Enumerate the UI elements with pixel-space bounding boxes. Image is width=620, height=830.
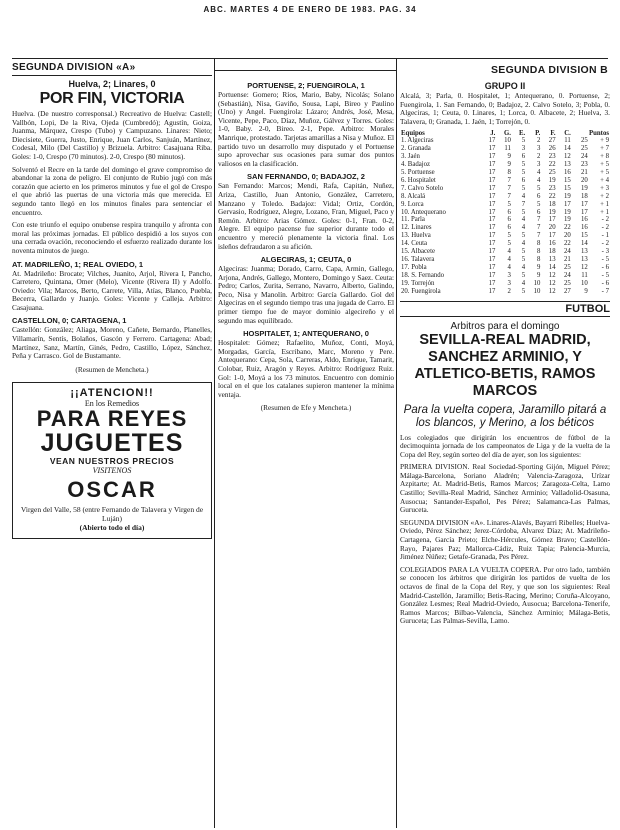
- stat-cell: 17: [488, 184, 496, 192]
- article-headline: POR FIN, VICTORIA: [39, 90, 185, 107]
- ad-hours: (Abierto todo el día): [79, 522, 145, 532]
- stat-cell: 19: [548, 208, 556, 216]
- standings-row: [400, 161, 610, 169]
- stat-cell: 12: [580, 263, 588, 271]
- standings-row: [400, 240, 610, 248]
- stat-cell: 9: [536, 271, 541, 279]
- toy-store-ad: [12, 382, 212, 539]
- stat-cell: - 2: [601, 224, 609, 232]
- team-name: 9. Lorca: [401, 200, 424, 208]
- standings-header: [400, 130, 610, 137]
- stat-cell: + 1: [600, 208, 609, 216]
- standings-body: [400, 137, 610, 295]
- stat-cell: 18: [548, 200, 556, 208]
- stat-cell: 10: [504, 137, 511, 145]
- team-name: 19. Torrejón: [401, 279, 435, 287]
- stat-cell: + 3: [600, 184, 609, 192]
- stat-cell: 17: [488, 240, 496, 248]
- article-paragraph: Solventó el Recre en la tarde del domingo el grave compromiso de abandonar la zona de peligro. El conjunto de Rubio jugó con más corazón que acierto en los primeros minutos y fue el gol de Crespo el que abrió las puertas de una victoria más que merecida. El segundo tanto llegó en los minutos finales para sentenciar el encuentro.: [12, 164, 212, 217]
- standings-table: [400, 130, 610, 295]
- stat-cell: 5: [507, 200, 511, 208]
- stat-cell: + 9: [600, 137, 609, 145]
- stat-cell: 17: [488, 192, 496, 200]
- stat-cell: 25: [580, 145, 588, 153]
- stat-cell: - 2: [601, 216, 609, 224]
- stat-cell: 16: [564, 169, 571, 176]
- stat-cell: 4: [521, 216, 526, 224]
- page-masthead: ABC. MARTES 4 DE ENERO DE 1983. PAG. 34: [203, 5, 417, 14]
- standings-row: [400, 256, 610, 264]
- group-title: GRUPO II: [484, 81, 526, 91]
- stat-cell: + 5: [600, 169, 609, 176]
- standings-row: [400, 153, 610, 161]
- stat-cell: 17: [488, 248, 496, 256]
- standings-row: [400, 248, 610, 256]
- stat-cell: - 2: [601, 240, 609, 248]
- ad-address: Virgen del Valle, 58 (entre Fernando de Talavera y Virgen de Luján): [20, 504, 204, 523]
- stat-cell: 7: [536, 232, 541, 240]
- stat-cell: 4: [507, 263, 511, 271]
- match-score: SAN FERNANDO, 0; BADAJOZ, 2: [247, 172, 365, 182]
- group-results: Alcalá, 3; Parla, 0. Hospitalet, 1; Antequerano, 0. Portuense, 2; Fuengirola, 1. San Fernando, 0; Badajoz, 2. Calvo Sotelo, 3; Pobla, 0. Algeciras, 1; Ceuta, 0. Linares, 1; Lorca, 0. Albacete, 2; Huelva, 3. Talavera, 0; Granada, 1. Jaén, 1; Torrejón, 0.: [400, 91, 610, 126]
- stat-cell: 25: [580, 137, 588, 145]
- stat-cell: 5: [521, 255, 526, 263]
- standings-row: [400, 280, 610, 288]
- stat-cell: 25: [564, 279, 571, 287]
- header-cell: Equipos: [401, 130, 425, 138]
- header-cell: P.: [535, 130, 541, 138]
- standings-row: [400, 209, 610, 217]
- column-divider-left: [214, 58, 215, 828]
- stat-cell: 5: [521, 232, 526, 240]
- stat-cell: 2: [507, 287, 511, 295]
- stat-cell: 6: [507, 208, 511, 216]
- standings-row: [400, 145, 610, 153]
- stat-cell: 2: [536, 153, 541, 161]
- middle-top-rule: [215, 70, 396, 71]
- stat-cell: 17: [548, 216, 556, 224]
- standings-row: [400, 264, 610, 272]
- stat-cell: 4: [536, 169, 541, 176]
- stat-cell: 6: [536, 192, 541, 200]
- left-section-title: SEGUNDA DIVISION «A»: [12, 60, 212, 76]
- team-name: 16. Talavera: [401, 255, 435, 263]
- stat-cell: 3: [536, 161, 541, 169]
- stat-cell: 18: [580, 192, 588, 200]
- standings-row: [400, 169, 610, 177]
- stat-cell: 27: [564, 287, 571, 295]
- match-report: Hospitalet: Gómez; Rafaelito, Muñoz, Conti, Moyá, Morgadas, García, Escribano, Marc, Moreno y Pere. Antequerano: Cepa, Sola, Carreras, Aldo, Enrique, Tamarit, Colobar, Ruiz, Aragón y Reyes. Arbitro: Rodríguez Ruiz. Gol: 1-0, Moyá a los 73 minutos. Encuentro con dominio local en el que los catalanes supieron mantener la mínima ventaja.: [218, 338, 394, 399]
- match-report: Castellón: González; Aliaga, Moreno, Cañete, Bernardo, Planelles, Villamarín, Sentís, Bolaños, Gascón y Ferrero. Cartagena: Abad; Martínez, Sanz, Martín, Ginés, Pedro, Castillo, López, Sánchez, Peña y Carrasco. Gol de Bustamante.: [12, 325, 212, 361]
- futbol-paragraph: COLEGIADOS PARA LA VUELTA COPERA. Por otro lado, también se conocen los árbitros que dirigirán los partidos de vuelta de los octavos de final de la Copa del Rey, y que son los siguientes: Real Madrid-Castellón, Jaramillo; Betis-Racing, Merino; Coruña-Alcoyano, González Lesmes; Real Madrid-Oviedo, Ausocua; Barcelona-Tenerife, Ramos Marcos; Bilbao-Valencia, Sánchez Arminio; Málaga-Betis, Guruceta; Las Palmas-Sevilla, Lamo.: [400, 564, 610, 626]
- stat-cell: 17: [488, 208, 496, 216]
- stat-cell: 17: [488, 137, 496, 145]
- team-name: 10. Antequerano: [401, 208, 446, 216]
- stat-cell: 17: [488, 263, 496, 271]
- stat-cell: 17: [488, 161, 496, 169]
- stat-cell: 5: [521, 184, 526, 192]
- stat-cell: 24: [564, 248, 571, 256]
- stat-cell: 12: [548, 279, 556, 287]
- article-paragraph: Huelva. (De nuestro corresponsal.) Recreativo de Huelva: Castell; Vallbón, Lopi, De la Riva, Ojeda (Cumbredó); Agustín, Goiza, Juanma, Márquez, Crespo (Tubo) y Campuzano. Linares: Nieto; Diecisiete, Guerra, Justo, Enrique, Juan Carlos, Sanjuán, Martínez, Codesal, Milo (Del Castillo) y Brizuela. Arbitro: Casajuana Riba. Goles: 1-0, Crespo (70 minutos). 2-0, Crespo (80 minutos).: [12, 109, 212, 161]
- stat-cell: 15: [564, 176, 571, 184]
- standings-row: [400, 232, 610, 240]
- stat-cell: + 7: [600, 145, 609, 153]
- team-name: 5. Portuense: [401, 169, 435, 176]
- stat-cell: 19: [564, 192, 571, 200]
- stat-cell: 6: [507, 216, 511, 224]
- stat-cell: 11: [504, 145, 511, 153]
- stat-cell: 25: [564, 263, 571, 271]
- stat-cell: 5: [521, 169, 526, 176]
- futbol-intro: Los colegiados que dirigirán los encuentros de fútbol de la decimoquinta jornada de los campeonatos de Liga y de la vuelta de la Copa del Rey, según sorteo del día de ayer, son los siguientes:: [400, 432, 610, 459]
- standings-row: [400, 288, 610, 296]
- stat-cell: 4: [521, 263, 526, 271]
- match-score: HOSPITALET, 1; ANTEQUERANO, 0: [243, 329, 369, 339]
- stat-cell: 5: [521, 271, 526, 279]
- stat-cell: 13: [580, 255, 588, 263]
- stat-cell: 4: [536, 176, 541, 184]
- stat-cell: 20: [548, 224, 556, 232]
- stat-cell: 6: [521, 176, 526, 184]
- team-name: 6. Hospitalet: [401, 176, 436, 184]
- stat-cell: 5: [536, 184, 541, 192]
- stat-cell: 11: [581, 271, 588, 279]
- stat-cell: 17: [488, 145, 496, 153]
- team-name: 7. Calvo Sotelo: [401, 184, 444, 192]
- ad-juguetes: JUGUETES: [40, 428, 184, 457]
- right-section-title: SEGUNDA DIVISION B: [490, 64, 608, 76]
- stat-cell: 3: [507, 279, 511, 287]
- stat-cell: - 1: [601, 232, 609, 240]
- ad-store-name: OSCAR: [67, 476, 157, 502]
- stat-cell: 9: [507, 153, 511, 161]
- stat-cell: 13: [564, 161, 571, 169]
- header-cell: F.: [550, 130, 556, 138]
- stat-cell: 22: [564, 224, 571, 232]
- stat-cell: 17: [564, 200, 571, 208]
- team-name: 3. Jaén: [401, 153, 420, 161]
- stat-cell: 20: [564, 232, 571, 240]
- header-cell: E.: [518, 130, 526, 138]
- stat-cell: 8: [507, 169, 511, 176]
- match-report: San Fernando: Marcos; Mendi, Rafa, Capitán, Nuñez, Ariza, Castillo, Juan Antonio, González, Carretero, Manzano y Toledo. Badajoz: Vidal; Ortiz, Cordón, Gervasio, Rodríguez, Alegre, Lozano, Fran, Miguel, Paco y Remón. Arbitro: Arias Gómez. Goles: 0-1, Fran. 0-2, Alegre. El equipo pacense fue superior durante todo el encuentro y mereció plenamente la victoria final. Los isleños defraudaron a su afición.: [218, 181, 394, 251]
- stat-cell: + 4: [600, 176, 609, 184]
- match-report: Portuense: Gomero; Ríos, Mario, Baby, Nicolás; Solano (Sebastián), Nisa, Gaviño, Sousa, Lapi, Bireo y Paulino (Uno) y Angel. Fuengirola: Lázaro; Andrés, José, Mesa, Vicente, Pepe, Paco, Díaz, Muñoz, Gálvez y Torres. Goles: 1-0, Baby. 2-0, Bireo. 2-1, Pepe. Arbitro: Morales Manrique, protestado. Tarjetas amarillas a Nisa y Muñoz. El partido tuvo un desarrollo muy disputado y el Portuense supo aprovechar sus ocasiones para sumar dos puntos valiosos en la clasificación.: [218, 90, 394, 168]
- stat-cell: 12: [564, 153, 571, 161]
- stat-cell: 9: [507, 161, 511, 169]
- column-divider-right: [396, 58, 397, 828]
- team-name: 12. Linares: [401, 224, 432, 232]
- standings-row: [400, 272, 610, 280]
- stat-cell: 23: [548, 184, 556, 192]
- stat-cell: 17: [488, 200, 496, 208]
- news-credit: (Resumen de Mencheta.): [75, 364, 149, 374]
- stat-cell: 5: [507, 232, 511, 240]
- middle-column: [218, 78, 394, 828]
- stat-cell: 17: [488, 169, 496, 176]
- stat-cell: - 3: [601, 248, 609, 256]
- match-report: At. Madrileño: Brocate; Vilches, Juanito, Arjol, Rivera I, Pancho, Carretero, Quintana, Omer (Melo), Vicente (Rivera II) y Adolfo. Oviedo: Vila; Marcos, Berto, Carrete, Villa, Atías, Blanco, Puebla, Becerra, Gallardo y Juanjo. Goles: Vicente y Calleja. Arbitro: Casajuana.: [12, 268, 212, 312]
- stat-cell: 5: [521, 137, 526, 145]
- stat-cell: 4: [521, 192, 526, 200]
- stat-cell: 3: [521, 145, 526, 153]
- header-cell: C.: [564, 130, 571, 138]
- stat-cell: 5: [507, 240, 511, 248]
- stat-cell: 24: [580, 153, 588, 161]
- match-score: AT. MADRILEÑO, 1; REAL OVIEDO, 1: [12, 259, 143, 269]
- stat-cell: 18: [548, 248, 556, 256]
- stat-cell: 7: [507, 176, 511, 184]
- stat-cell: 3: [507, 271, 511, 279]
- stat-cell: 3: [536, 145, 541, 153]
- stat-cell: 8: [536, 248, 541, 256]
- stat-cell: + 8: [600, 153, 609, 161]
- team-name: 1. Algeciras: [401, 137, 434, 145]
- stat-cell: 7: [507, 192, 511, 200]
- stat-cell: 8: [536, 240, 541, 248]
- match-score: PORTUENSE, 2; FUENGIROLA, 1: [247, 81, 365, 90]
- ad-para-reyes: PARA REYES: [36, 405, 188, 431]
- standings-row: [400, 224, 610, 232]
- stat-cell: 2: [536, 137, 541, 145]
- futbol-paragraph: PRIMERA DIVISION. Real Sociedad-Sporting Gijón, Miguel Pérez; Málaga-Barcelona, Soriano Aladrén; Valencia-Zaragoza, Urízar Azpitarte; At. Madrid-Betis, Ramos Marcos; Zaragoza-Celta, Lamo Castillo; Sevilla-Real Madrid, Sánchez Arminio; Valladolid-Osasuna, Ausocua; Santander-Español, Pes Pérez; Salamanca-Las Palmas, Guruceta.: [400, 462, 610, 515]
- stat-cell: 14: [580, 240, 588, 248]
- stat-cell: - 6: [601, 263, 609, 271]
- team-name: 11. Parla: [401, 216, 425, 224]
- stat-cell: 5: [536, 200, 541, 208]
- stat-cell: 22: [548, 192, 556, 200]
- futbol-label: FUTBOL: [400, 301, 610, 317]
- stat-cell: 5: [521, 161, 526, 169]
- stat-cell: 19: [564, 216, 571, 224]
- standings-row: [400, 216, 610, 224]
- standings-row: [400, 201, 610, 209]
- stat-cell: 17: [548, 232, 556, 240]
- stat-cell: + 1: [600, 200, 609, 208]
- match-score: CASTELLON, 0; CARTAGENA, 1: [12, 316, 127, 326]
- stat-cell: - 5: [601, 271, 609, 279]
- ad-prices: VEAN NUESTROS PRECIOS: [49, 455, 175, 466]
- stat-cell: 14: [548, 263, 556, 271]
- stat-cell: 20: [580, 176, 588, 184]
- team-name: 20. Fuengirola: [401, 287, 441, 295]
- stat-cell: 22: [564, 240, 571, 248]
- stat-cell: 25: [548, 169, 556, 176]
- stat-cell: 23: [580, 161, 588, 169]
- ad-location: En los Remedios: [84, 398, 140, 408]
- stat-cell: 17: [580, 200, 588, 208]
- stat-cell: 15: [564, 184, 571, 192]
- stat-cell: 17: [488, 176, 496, 184]
- stat-cell: 27: [548, 137, 556, 145]
- stat-cell: - 7: [601, 287, 609, 295]
- stat-cell: 19: [564, 208, 571, 216]
- stat-cell: 8: [536, 255, 541, 263]
- standings-row: [400, 193, 610, 201]
- stat-cell: 6: [521, 153, 526, 161]
- ad-visit: VISITENOS: [92, 465, 132, 475]
- match-score: ALGECIRAS, 1; CEUTA, 0: [260, 255, 352, 265]
- stat-cell: 26: [548, 145, 556, 153]
- stat-cell: 17: [488, 232, 496, 240]
- stat-cell: 12: [548, 271, 556, 279]
- stat-cell: 24: [564, 271, 571, 279]
- futbol-subheadline: Para la vuelta copera, Jaramillo pitará a los blancos, y Merino, a los béticos: [403, 403, 607, 429]
- article-paragraph: Con este triunfo el equipo onubense respira tranquilo y afronta con moral las próximas jornadas. El público despidió a los suyos con una cerrada ovación, reconociendo el esfuerzo realizado durante los noventa minutos de juego.: [12, 220, 212, 255]
- stat-cell: 17: [488, 216, 496, 224]
- stat-cell: 7: [521, 200, 526, 208]
- stat-cell: 19: [580, 184, 588, 192]
- stat-cell: - 6: [601, 279, 609, 287]
- stat-cell: 16: [580, 224, 588, 232]
- team-name: 13. Huelva: [401, 232, 431, 240]
- stat-cell: 11: [564, 137, 571, 145]
- stat-cell: 7: [536, 224, 541, 232]
- ad-attention: ¡¡ATENCION!!: [70, 386, 154, 399]
- stat-cell: 13: [580, 248, 588, 256]
- stat-cell: 4: [507, 248, 511, 256]
- stat-cell: 17: [488, 271, 496, 279]
- stat-cell: 16: [548, 240, 556, 248]
- match-report: Algeciras: Juanma; Dorado, Carro, Capa, Armin, Gallego, Arjona, Andrés, Gallego, Montero, Domingo y Saez. Ceuta: Pedro; Carlos, Zurita, Serrano, Navarro, Alberto, Galindo, Peco, Nisa y Manolín. Arbitro: García Gallardo. Gol del Algeciras en el segundo tiempo tras una jugada de Carro. El primer tiempo fue de mayor dominio algecireño y el segundo mas equilibrado.: [218, 264, 394, 325]
- team-name: 18. S. Fernando: [401, 271, 445, 279]
- stat-cell: 7: [507, 184, 511, 192]
- left-column: [12, 60, 212, 825]
- stat-cell: 5: [521, 248, 526, 256]
- stat-cell: 21: [564, 255, 571, 263]
- stat-cell: 23: [548, 153, 556, 161]
- team-name: 4. Badajoz: [401, 161, 431, 169]
- stat-cell: 21: [580, 169, 588, 176]
- stat-cell: 17: [488, 279, 496, 287]
- stat-cell: 10: [533, 287, 541, 295]
- team-name: 15. Albacete: [401, 248, 435, 256]
- team-name: 17. Pobla: [401, 263, 427, 271]
- stat-cell: 6: [536, 208, 541, 216]
- futbol-headline: SEVILLA-REAL MADRID, SANCHEZ ARMINIO, Y ATLETICO-BETIS, RAMOS MARCOS: [414, 331, 596, 399]
- news-credit: (Resumen de Efe y Mencheta.): [260, 403, 352, 413]
- header-cell: J.: [490, 130, 496, 138]
- header-cell: Puntos: [588, 130, 609, 138]
- stat-cell: 10: [533, 279, 541, 287]
- standings-row: [400, 137, 610, 145]
- team-name: 2. Granada: [401, 145, 431, 153]
- stat-cell: 15: [580, 232, 588, 240]
- stat-cell: 16: [580, 216, 588, 224]
- stat-cell: 7: [536, 216, 541, 224]
- stat-cell: + 2: [600, 192, 609, 200]
- stat-cell: 12: [548, 287, 556, 295]
- stat-cell: + 5: [600, 161, 609, 169]
- futbol-paragraph: SEGUNDA DIVISION «A». Linares-Alavés, Bayarri Ribelles; Huelva-Oviedo, Pérez Sánchez; Jerez-Córdoba, Alvarez Díaz; At. Madrileño-Cartagena, García Prieto; Elche-Hércules, Gómez Bravo; Castellón-Rayo, Pajares Paz; Mallorca-Cádiz, Ruiz Tapia; Palencia-Murcia, Jiménez Núñez; Getafe-Granada, Pes Pérez.: [400, 517, 610, 562]
- stat-cell: - 5: [601, 255, 609, 263]
- right-column: [400, 78, 610, 828]
- stat-cell: 17: [580, 208, 588, 216]
- team-name: 14. Ceuta: [401, 240, 428, 248]
- header-cell: G.: [503, 130, 511, 138]
- stat-cell: 22: [548, 161, 556, 169]
- stat-cell: 17: [488, 224, 496, 232]
- team-name: 8. Alcalá: [401, 192, 426, 200]
- stat-cell: 10: [580, 279, 588, 287]
- stat-cell: 19: [548, 176, 556, 184]
- futbol-kicker: Arbitros para el domingo: [450, 320, 560, 332]
- stat-cell: 6: [507, 224, 511, 232]
- article-subhead: Huelva, 2; Linares, 0: [68, 79, 156, 89]
- stat-cell: 9: [584, 287, 588, 295]
- stat-cell: 13: [548, 255, 556, 263]
- stat-cell: 4: [521, 240, 526, 248]
- stat-cell: 17: [488, 287, 496, 295]
- stat-cell: 5: [521, 208, 526, 216]
- stat-cell: 14: [564, 145, 571, 153]
- stat-cell: 17: [488, 255, 496, 263]
- standings-row: [400, 177, 610, 185]
- stat-cell: 4: [521, 279, 526, 287]
- stat-cell: 4: [521, 224, 526, 232]
- standings-row: [400, 185, 610, 193]
- stat-cell: 5: [521, 287, 526, 295]
- stat-cell: 17: [488, 153, 496, 161]
- stat-cell: 4: [507, 255, 511, 263]
- stat-cell: 9: [536, 263, 541, 271]
- top-rule: [12, 58, 608, 59]
